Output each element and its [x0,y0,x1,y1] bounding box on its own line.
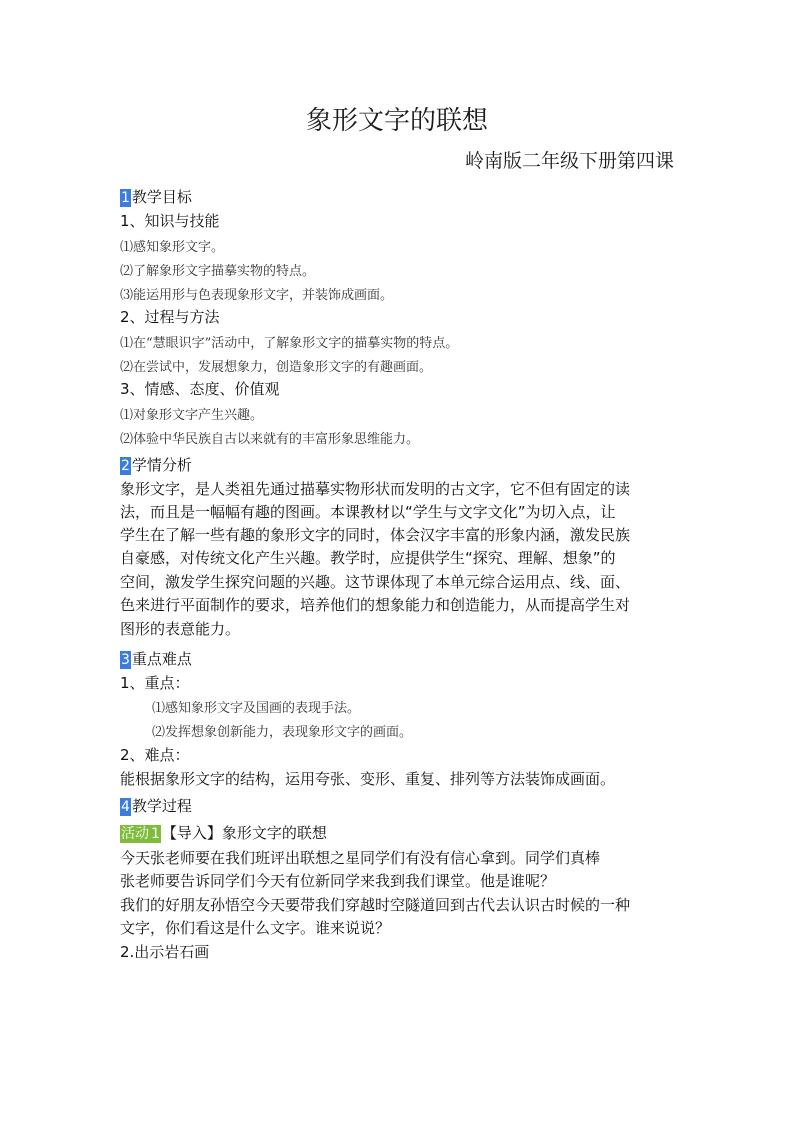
activity-title: 【导入】象形文字的联想 [161,824,327,842]
activity-heading [120,822,327,843]
paragraph-line: 能根据象形文字的结构，运用夸张、变形、重复、排列等方法装饰成画面。 [120,770,616,788]
section-heading-text: 教学过程 [131,797,192,815]
section-number-badge: 2 [121,458,130,474]
paragraph-line: 空间，激发学生探究问题的兴趣。这节课体现了本单元综合运用点、线、面、 [120,573,631,591]
section-4-heading [120,795,192,816]
section-number-badge: 4 [121,799,130,815]
paragraph-line: 自豪感，对传统文化产生兴趣。教学时，应提供学生“探究、理解、想象”的 [120,549,616,567]
paragraph-line: 法，而且是一幅幅有趣的图画。本课教材以“学生与文字文化”为切入点，让 [120,503,616,521]
paragraph-line: 今天张老师要在我们班评出联想之星同学们有没有信心拿到。同学们真棒 [120,849,601,867]
section-number-badge: 1 [121,190,130,206]
section-heading-text: 教学目标 [131,188,192,206]
paragraph-line: 张老师要告诉同学们今天有位新同学来我到我们课堂。他是谁呢？ [120,872,556,890]
paragraph-line: 色来进行平面制作的要求，培养他们的想象能力和创造能力，从而提高学生对 [120,596,631,614]
list-item: ⑴在“慧眼识字”活动中，了解象形文字的描摹实物的特点。 [120,336,459,351]
list-item: ⑵发挥想象创新能力，表现象形文字的画面。 [152,725,413,740]
activity-number-badge: 1 [151,826,160,842]
list-item: ⑴对象形文字产生兴趣。 [120,408,264,423]
section-heading-text: 学情分析 [131,456,192,474]
list-item: ⑵在尝试中，发展想象力，创造象形文字的有趣画面。 [120,360,433,375]
subsection-heading: 1、重点： [120,674,190,692]
paragraph-line: 2.出示岩石画 [120,943,210,961]
subsection-heading: 2、难点： [120,746,190,764]
section-number-badge: 3 [121,652,130,668]
document-subtitle: 岭南版二年级下册第四课 [464,150,674,172]
list-item: ⑴感知象形文字。 [120,240,225,255]
document-title: 象形文字的联想 [305,106,488,136]
list-item: ⑴感知象形文字及国画的表现手法。 [152,701,361,716]
list-item: ⑶能运用形与色表现象形文字，并装饰成画面。 [120,288,394,303]
subsection-heading: 2、过程与方法 [120,308,220,326]
paragraph-line: 图形的表意能力。 [120,620,241,638]
list-item: ⑵体验中华民族自古以来就有的丰富形象思维能力。 [120,432,420,447]
section-1-heading [120,186,192,207]
list-item: ⑵了解象形文字描摹实物的特点。 [120,264,316,279]
section-heading-text: 重点难点 [131,650,192,668]
paragraph-line: 象形文字，是人类祖先通过描摹实物形状而发明的古文字，它不但有固定的读 [120,480,631,498]
section-3-heading [120,648,192,669]
paragraph-line: 文字，你们看这是什么文字。谁来说说？ [120,919,391,937]
subsection-heading: 1、知识与技能 [120,212,220,230]
activity-label-badge: 活动 [121,826,149,842]
paragraph-line: 我们的好朋友孙悟空今天要带我们穿越时空隧道回到古代去认识古时候的一种 [120,896,631,914]
section-2-heading [120,454,192,475]
paragraph-line: 学生在了解一些有趣的象形文字的同时，体会汉字丰富的形象内涵，激发民族 [120,526,631,544]
subsection-heading: 3、情感、态度、价值观 [120,380,280,398]
